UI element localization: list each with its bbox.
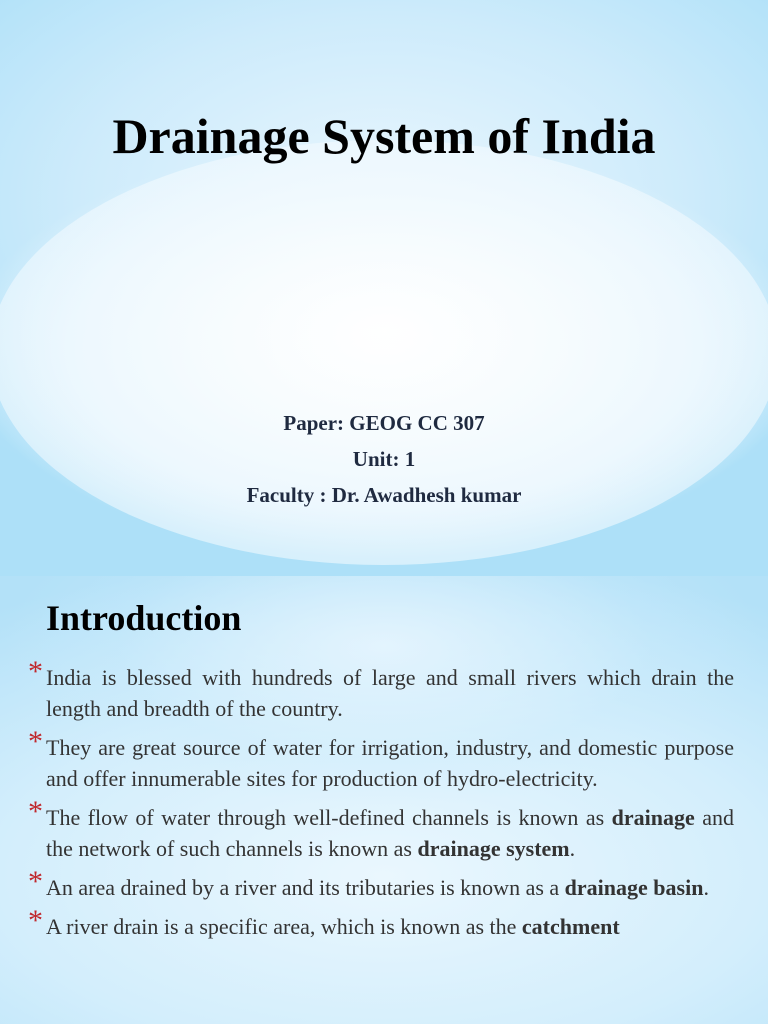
bullet-star-icon: * [28, 795, 43, 828]
introduction-slide [0, 576, 768, 1024]
bullet-text: A river drain is a specific area, which is known as the [46, 914, 522, 939]
list-item [28, 725, 734, 794]
bullet-text: . [703, 875, 709, 900]
bold-term: drainage [611, 805, 695, 830]
bullet-star-icon: * [28, 725, 43, 758]
bullet-text: An area drained by a river and its tributaries is known as a [46, 875, 565, 900]
section-heading: Introduction [46, 598, 242, 638]
bullet-star-icon: * [28, 904, 43, 937]
bullet-text: They are great source of water for irrigation, industry, and domestic purpose and offer innumerable sites for production of hydro-electricity. [46, 735, 734, 791]
bullet-list [28, 655, 734, 950]
bullet-star-icon: * [28, 865, 43, 898]
list-item [28, 865, 734, 903]
bullet-text: India is blessed with hundreds of large and small rivers which drain the length and breadth of the country. [46, 665, 734, 721]
unit-label: Unit: 1 [352, 447, 416, 471]
bold-term: drainage basin [564, 875, 704, 900]
bullet-text: The flow of water through well-defined channels is known as [46, 805, 612, 830]
bullet-text: . [569, 836, 576, 861]
bullet-text: and the network of such channels is known as [46, 805, 734, 861]
list-item [28, 904, 734, 942]
slide-subtitle [60, 405, 708, 513]
paper-code: Paper: GEOG CC 307 [283, 411, 485, 435]
bullet-star-icon: * [28, 655, 43, 688]
list-item [28, 795, 734, 864]
bold-term: drainage system [417, 836, 570, 861]
list-item [28, 655, 734, 724]
bold-term: catchment [521, 914, 620, 939]
faculty-name: Faculty : Dr. Awadhesh kumar [246, 483, 522, 507]
slide-title: Drainage System of India [112, 108, 656, 164]
